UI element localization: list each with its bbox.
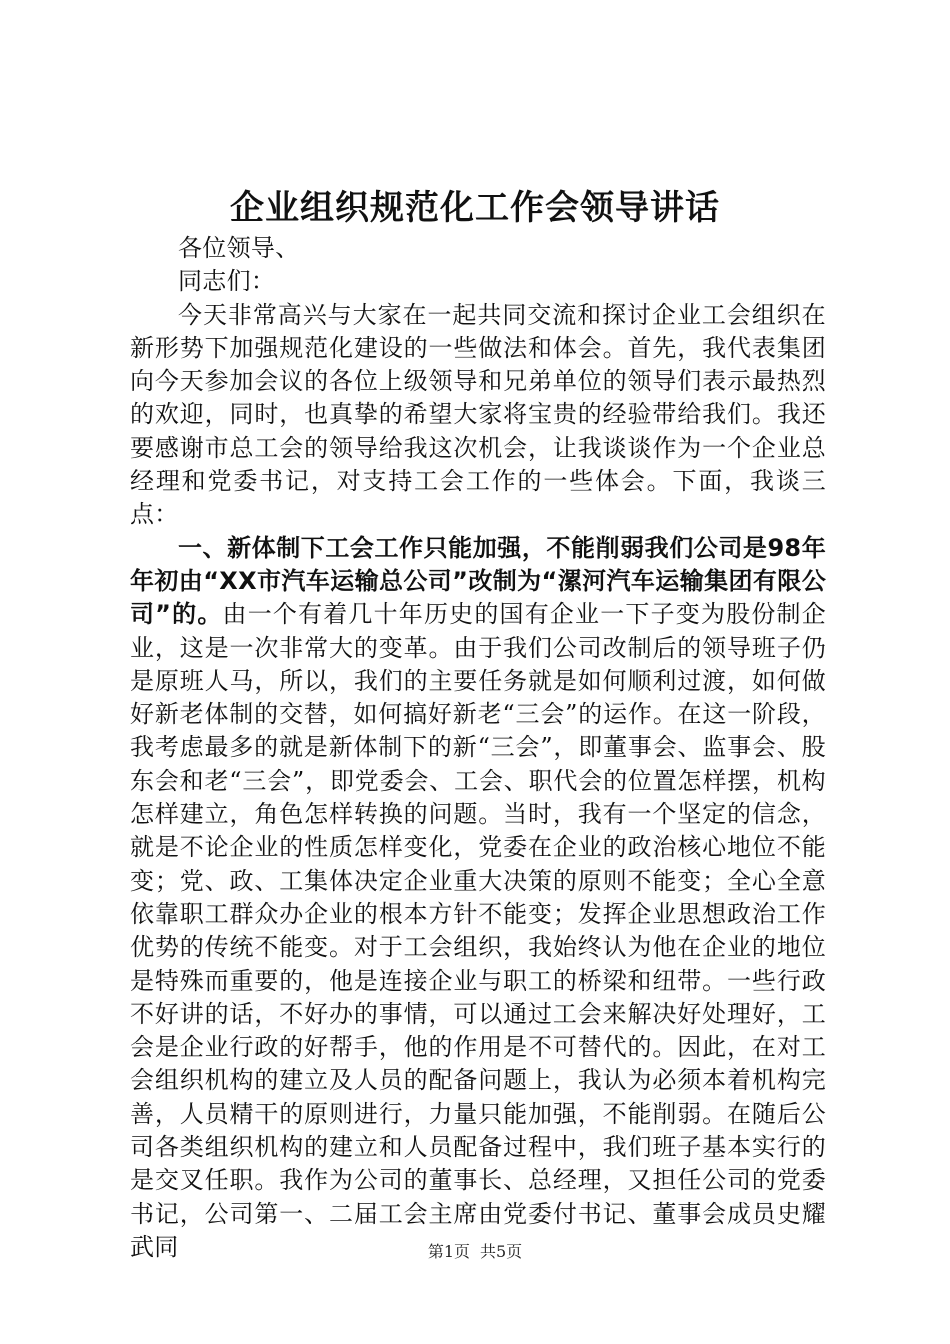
section-1-body: 由一个有着几十年历史的国有企业一下子变为股份制企业，这是一次非常大的变革。由于我们公司改制后的领导班子仍是原班人马，所以，我们的主要任务就是如何顺利过渡，如何做好新老体制的交替，如何搞好新老“三会”的运作。在这一阶段，我考虑最多的就是新体制下的新“三会”，即董事会、监事会、股东会和老“三会”，即党委会、工会、职代会的位置怎样摆，机构怎样建立，角色怎样转换的问题。当时，我有一个坚定的信念，就是不论企业的性质怎样变化，党委在企业的政治核心地位不能变；党、政、工集体决定企业重大决策的原则不能变；全心全意依靠职工群众办企业的根本方针不能变；发挥企业思想政治工作优势的传统不能变。对于工会组织，我始终认为他在企业的地位是特殊而重要的，他是连接企业与职工的桥梁和纽带。一些行政不好讲的话，不好办的事情，可以通过工会来解决好处理好，工会是企业行政的好帮手，他的作用是不可替代的。因此，在对工会组织机构的建立及人员的配备问题上，我认为必须本着机构完善，人员精干的原则进行，力量只能加强，不能削弱。在随后公司各类组织机构的建立和人员配备过程中，我们班子基本实行的是交叉任职。我作为公司的董事长、总经理，又担任公司的党委书记，公司第一、二届工会主席由党委付书记、董事会成员史耀武同 — [130, 600, 826, 1261]
page-total: 共5页 — [480, 1242, 523, 1261]
page-number: 第1页 — [427, 1242, 470, 1261]
page-footer — [0, 1242, 950, 1262]
greeting-leaders: 各位领导、 — [178, 234, 300, 262]
section-1-paragraph — [130, 532, 826, 1265]
greeting-comrades: 同志们： — [178, 267, 276, 296]
document-body — [130, 232, 826, 1264]
section-1-heading: 一、新体制下工会工作只能加强，不能削弱我们公司是98年年初由“XX市汽车运输总公司”改制为“漯河汽车运输集团有限公司”的。 — [130, 533, 826, 629]
document-title: 企业组织规范化工作会领导讲话 — [230, 188, 720, 228]
opening-paragraph: 今天非常高兴与大家在一起共同交流和探讨企业工会组织在新形势下加强规范化建设的一些做法和体会。首先，我代表集团向今天参加会议的各位上级领导和兄弟单位的领导们表示最热烈的欢迎，同时，也真挚的希望大家将宝贵的经验带给我们。我还要感谢市总工会的领导给我这次机会，让我谈谈作为一个企业总经理和党委书记，对支持工会工作的一些体会。下面，我谈三点： — [130, 300, 826, 529]
